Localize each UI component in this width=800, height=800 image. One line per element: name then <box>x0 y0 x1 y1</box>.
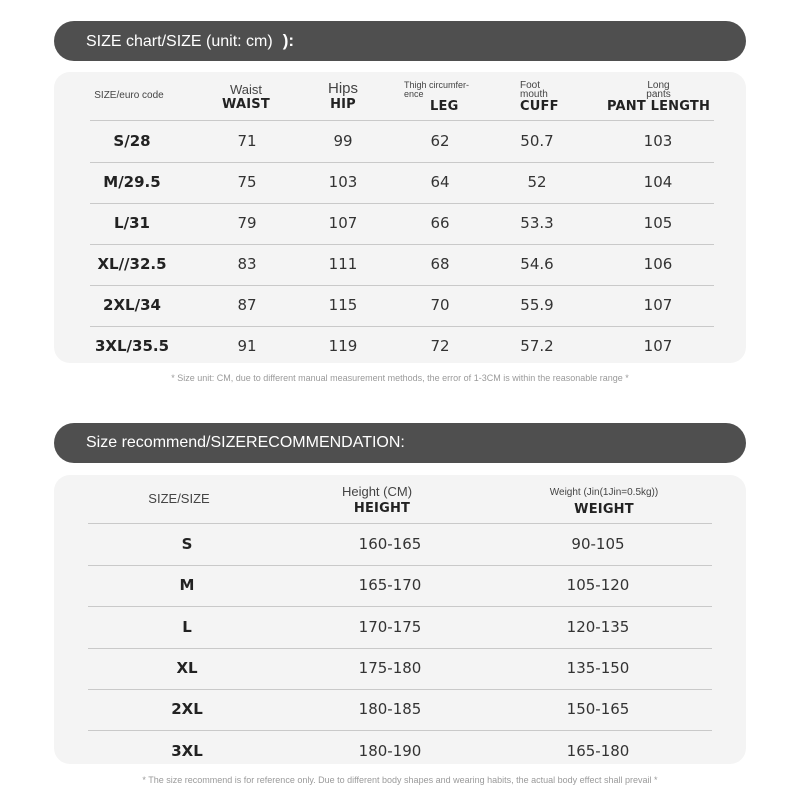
recommendation-table <box>54 475 746 764</box>
header-pant-length: Long pants PANT LENGTH <box>606 80 711 114</box>
table-cell: 135-150 <box>566 658 630 677</box>
size-label: XL//32.5 <box>97 255 167 273</box>
header-size-euro-code: SIZE/euro code <box>94 90 164 101</box>
size-label: XL <box>176 658 198 677</box>
size-label: M <box>179 576 195 595</box>
size-label: 2XL <box>171 700 203 719</box>
table-cell: 107 <box>328 214 358 232</box>
table-cell: 52 <box>527 173 547 191</box>
table-cell: 91 <box>237 337 257 355</box>
table-cell: 160-165 <box>358 535 422 553</box>
table-cell: 87 <box>237 296 257 314</box>
table-row <box>54 607 746 648</box>
table-row <box>54 162 746 203</box>
table-cell: 165-170 <box>358 576 422 595</box>
table-cell: 180-190 <box>358 741 422 760</box>
header-size: SIZE/SIZE <box>148 491 210 506</box>
recommendation-note: * The size recommend is for reference only. Due to different body shapes and wearing habits, the actual body effect shall prevail * <box>142 775 658 785</box>
table-cell: 104 <box>643 173 673 191</box>
table-cell: 62 <box>430 132 450 150</box>
table-cell: 50.7 <box>520 132 554 150</box>
table-cell: 57.2 <box>520 337 554 355</box>
table-cell: 64 <box>430 173 450 191</box>
size-label: 2XL/34 <box>103 296 161 314</box>
table-cell: 170-175 <box>358 617 422 636</box>
table-cell: 105 <box>643 214 673 232</box>
size-chart-title-suffix: ): <box>282 31 295 50</box>
size-label: 3XL <box>171 741 203 760</box>
table-row <box>54 731 746 772</box>
table-cell: 103 <box>328 173 358 191</box>
table-row <box>54 689 746 730</box>
size-label: L/31 <box>114 214 150 232</box>
table-cell: 107 <box>643 337 673 355</box>
size-label: S <box>181 535 193 553</box>
table-row <box>54 565 746 606</box>
table-row <box>54 121 746 162</box>
table-row <box>54 244 746 285</box>
table-cell: 106 <box>643 255 673 273</box>
size-label: L <box>182 617 192 636</box>
size-label: S/28 <box>113 132 151 150</box>
table-cell: 111 <box>328 255 358 273</box>
recommendation-banner <box>54 423 746 463</box>
table-cell: 120-135 <box>566 617 630 636</box>
table-row <box>54 326 746 367</box>
table-row <box>54 285 746 326</box>
table-cell: 90-105 <box>571 535 625 553</box>
table-cell: 53.3 <box>520 214 554 232</box>
header-hips: Hips HIP <box>327 80 358 112</box>
table-cell: 103 <box>643 132 673 150</box>
table-cell: 180-185 <box>358 700 422 719</box>
table-cell: 66 <box>430 214 450 232</box>
table-cell: 150-165 <box>566 700 630 719</box>
table-cell: 54.6 <box>520 255 554 273</box>
table-cell: 79 <box>237 214 257 232</box>
table-cell: 55.9 <box>520 296 554 314</box>
table-cell: 99 <box>333 132 353 150</box>
table-cell: 105-120 <box>566 576 630 595</box>
header-foot-mouth: Foot mouth CUFF <box>520 80 559 114</box>
table-cell: 68 <box>430 255 450 273</box>
size-label: 3XL/35.5 <box>94 337 170 355</box>
table-cell: 115 <box>328 296 358 314</box>
table-cell: 165-180 <box>566 741 630 760</box>
table-cell: 71 <box>237 132 257 150</box>
table-cell: 83 <box>237 255 257 273</box>
table-row <box>54 524 746 565</box>
header-thigh: Thigh circumfer-ence LEG <box>404 80 470 114</box>
header-weight: Weight (Jin(1Jin=0.5kg)) WEIGHT <box>549 487 659 517</box>
table-row <box>54 648 746 689</box>
header-height: Height (CM) HEIGHT <box>341 484 413 516</box>
header-waist: Waist WAIST <box>222 82 270 112</box>
recommendation-title: Size recommend/SIZERECOMMENDATION: <box>86 434 405 451</box>
table-cell: 107 <box>643 296 673 314</box>
size-chart-title: SIZE chart/SIZE (unit: cm) <box>86 33 273 50</box>
table-cell: 75 <box>237 173 257 191</box>
table-row <box>54 203 746 244</box>
table-cell: 119 <box>328 337 358 355</box>
size-chart-table <box>54 72 746 363</box>
table-cell: 72 <box>430 337 450 355</box>
table-cell: 70 <box>430 296 450 314</box>
size-label: M/29.5 <box>103 173 161 191</box>
size-chart-banner <box>54 21 746 61</box>
table-cell: 175-180 <box>358 658 422 677</box>
size-chart-note: * Size unit: CM, due to different manual measurement methods, the error of 1-3CM is within the reasonable range * <box>171 373 629 383</box>
